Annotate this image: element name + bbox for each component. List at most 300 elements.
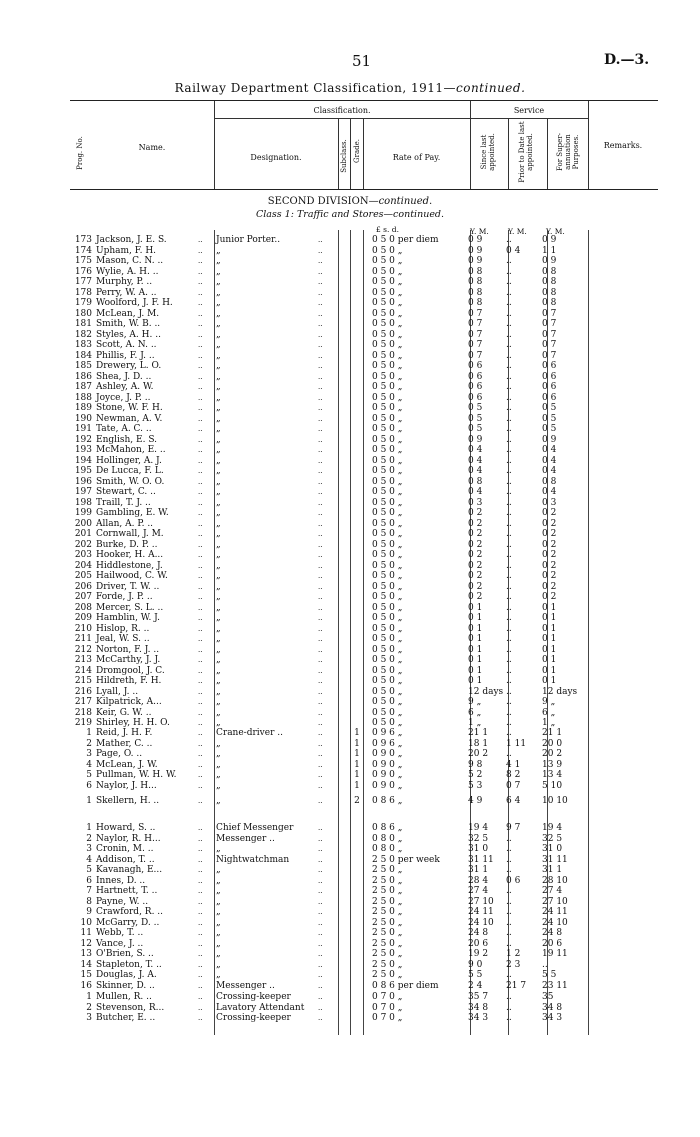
row-prior: .. bbox=[506, 655, 512, 665]
row-prior: .. bbox=[506, 487, 512, 497]
leader-dots: .. bbox=[318, 509, 323, 517]
row-prog-no: 184 bbox=[74, 350, 92, 361]
leader-dots: .. bbox=[318, 708, 323, 717]
row-rate-of-pay: 0 7 0 „ bbox=[372, 1002, 403, 1013]
row-prior: .. bbox=[506, 697, 512, 707]
row-name: Cornwall, J. M. bbox=[96, 529, 164, 539]
row-since-last: 34 8 bbox=[468, 1002, 489, 1013]
leader-dots: .. bbox=[318, 435, 323, 444]
row-rate-of-pay: 0 5 0 „ bbox=[372, 434, 403, 445]
leader-dots: .. bbox=[198, 467, 203, 475]
row-super: 0 5 bbox=[542, 424, 557, 434]
row-prog-no: 219 bbox=[74, 718, 92, 728]
row-prog-no: 174 bbox=[74, 245, 92, 256]
row-name: Smith, W. O. O. bbox=[96, 476, 165, 487]
row-name: Innes, D. .. bbox=[96, 875, 146, 886]
leader-dots: .. bbox=[198, 362, 203, 370]
row-designation: „ bbox=[216, 256, 221, 266]
table-row bbox=[0, 907, 700, 917]
row-since-last: 0 2 bbox=[468, 550, 483, 560]
row-name: Hollinger, A. J. bbox=[96, 455, 162, 466]
row-super: 0 7 bbox=[542, 319, 557, 329]
row-name: Howard, S. .. bbox=[96, 823, 156, 833]
row-prog-no: 3 bbox=[86, 749, 92, 759]
row-name: Gambling, E. W. bbox=[96, 508, 169, 518]
row-super: 0 1 bbox=[542, 676, 557, 686]
leader-dots: .. bbox=[318, 993, 323, 1001]
row-prior: .. bbox=[506, 592, 512, 602]
row-rate-of-pay: 0 5 0 „ bbox=[372, 424, 403, 434]
leader-dots: .. bbox=[318, 467, 323, 475]
row-rate-of-pay: 0 9 0 „ bbox=[372, 780, 403, 791]
row-rate-of-pay: 0 5 0 „ bbox=[372, 382, 403, 392]
row-designation: „ bbox=[216, 644, 221, 655]
leader-dots: .. bbox=[318, 530, 323, 538]
row-name: Pullman, W. H. W. bbox=[96, 770, 177, 780]
row-name: Butcher, E. .. bbox=[96, 1013, 156, 1023]
table-row bbox=[0, 571, 700, 581]
leader-dots: .. bbox=[198, 1003, 203, 1012]
leader-dots: .. bbox=[198, 845, 203, 853]
leader-dots: .. bbox=[198, 950, 203, 958]
row-prior: .. bbox=[506, 329, 512, 340]
leader-dots: .. bbox=[198, 614, 203, 622]
row-rate-of-pay: 0 5 0 „ bbox=[372, 613, 403, 623]
leader-dots: .. bbox=[318, 456, 323, 465]
row-super: 20 0 bbox=[542, 738, 563, 749]
row-rate-of-pay: 0 5 0 „ bbox=[372, 308, 403, 319]
row-since-last: 9 „ bbox=[468, 697, 482, 707]
row-designation: „ bbox=[216, 403, 221, 413]
leader-dots: .. bbox=[318, 425, 323, 433]
row-prog-no: 3 bbox=[86, 844, 92, 854]
row-since-last: 0 6 bbox=[468, 371, 483, 382]
row-prog-no: 14 bbox=[80, 959, 92, 970]
row-prog-no: 211 bbox=[74, 634, 92, 644]
row-designation: „ bbox=[216, 413, 221, 424]
leader-dots: .. bbox=[318, 551, 323, 559]
leader-dots: .. bbox=[198, 666, 203, 675]
row-since-last: 9 8 bbox=[468, 759, 483, 770]
leader-dots: .. bbox=[318, 656, 323, 664]
title-continued: continued. bbox=[456, 81, 526, 95]
row-prog-no: 173 bbox=[74, 235, 92, 245]
leader-dots: .. bbox=[318, 750, 323, 758]
row-name: Hooker, H. A... bbox=[96, 550, 164, 560]
row-since-last: 20 6 bbox=[468, 938, 489, 949]
leader-dots: .. bbox=[318, 855, 323, 864]
leader-dots: .. bbox=[198, 446, 203, 454]
service-units-2: Y. M. bbox=[508, 227, 527, 236]
leader-dots: .. bbox=[198, 971, 203, 979]
leader-dots: .. bbox=[318, 866, 323, 874]
leader-dots: .. bbox=[198, 719, 203, 727]
header-designation: Designation. bbox=[250, 153, 302, 162]
row-prior: .. bbox=[506, 308, 512, 319]
leader-dots: .. bbox=[198, 530, 203, 538]
row-since-last: 0 7 bbox=[468, 329, 483, 340]
row-designation: „ bbox=[216, 329, 221, 340]
class-subtitle: Class 1: Traffic and Stores—continued. bbox=[255, 209, 445, 220]
row-designation: „ bbox=[216, 529, 221, 539]
row-since-last: 31 0 bbox=[468, 844, 489, 854]
row-grade: 1 bbox=[354, 728, 360, 738]
row-rate-of-pay: 0 5 0 „ bbox=[372, 298, 403, 308]
row-since-last: 31 11 bbox=[468, 854, 494, 865]
row-designation: „ bbox=[216, 466, 221, 476]
table-row bbox=[0, 981, 700, 991]
row-prior: .. bbox=[506, 665, 512, 676]
row-prog-no: 10 bbox=[80, 917, 92, 928]
row-rate-of-pay: 0 9 0 „ bbox=[372, 770, 403, 780]
row-super: 0 6 bbox=[542, 382, 557, 392]
row-prog-no: 186 bbox=[74, 371, 92, 382]
row-super: 0 2 bbox=[542, 529, 557, 539]
leader-dots: .. bbox=[198, 456, 203, 465]
leader-dots: .. bbox=[198, 236, 203, 244]
row-designation: „ bbox=[216, 718, 221, 728]
row-since-last: 9 0 bbox=[468, 959, 483, 970]
leader-dots: .. bbox=[198, 372, 203, 381]
row-rate-of-pay: 0 8 6 „ bbox=[372, 796, 403, 806]
row-super: 0 4 bbox=[542, 487, 557, 497]
row-super: 0 8 bbox=[542, 298, 557, 308]
row-rate-of-pay: 0 7 0 „ bbox=[372, 1013, 403, 1023]
row-rate-of-pay: 0 5 0 „ bbox=[372, 560, 403, 571]
table-row bbox=[0, 267, 700, 277]
row-designation: „ bbox=[216, 780, 221, 791]
title-main: Railway Department Classification, 1911— bbox=[174, 81, 456, 95]
row-super: 34 8 bbox=[542, 1002, 563, 1013]
row-prior: 9 7 bbox=[506, 823, 521, 833]
row-prior: .. bbox=[506, 266, 512, 277]
leader-dots: .. bbox=[318, 309, 323, 318]
row-since-last: 0 8 bbox=[468, 476, 483, 487]
row-super: 0 2 bbox=[542, 550, 557, 560]
row-rate-of-pay: 0 5 0 „ bbox=[372, 644, 403, 655]
row-prog-no: 218 bbox=[74, 707, 92, 718]
table-row bbox=[0, 918, 700, 928]
row-designation: „ bbox=[216, 623, 221, 634]
row-name: Wylie, A. H. .. bbox=[96, 266, 159, 277]
row-super: 0 2 bbox=[542, 539, 557, 550]
table-row bbox=[0, 235, 700, 245]
row-super: 0 2 bbox=[542, 592, 557, 602]
row-designation: „ bbox=[216, 959, 221, 970]
table-row bbox=[0, 393, 700, 403]
service-units-1: Y. M. bbox=[470, 227, 489, 236]
leader-dots: .. bbox=[318, 393, 323, 402]
row-designation: „ bbox=[216, 518, 221, 529]
row-prior: .. bbox=[506, 581, 512, 592]
row-rate-of-pay: 0 5 0 „ bbox=[372, 550, 403, 560]
row-rate-of-pay: 0 5 0 „ bbox=[372, 718, 403, 728]
table-row bbox=[0, 613, 700, 623]
row-name: Naylor, J. H... bbox=[96, 780, 157, 791]
row-prog-no: 196 bbox=[74, 476, 92, 487]
leader-dots: .. bbox=[318, 330, 323, 339]
leader-dots: .. bbox=[198, 824, 203, 832]
page-title bbox=[0, 81, 700, 95]
leader-dots: .. bbox=[318, 603, 323, 612]
row-designation: „ bbox=[216, 266, 221, 277]
row-since-last: 32 5 bbox=[468, 833, 489, 844]
row-name: Allan, A. P. .. bbox=[96, 518, 154, 529]
row-prog-no: 210 bbox=[74, 623, 92, 634]
row-rate-of-pay: 0 5 0 „ bbox=[372, 623, 403, 634]
row-super: 32 5 bbox=[542, 833, 563, 844]
row-name: English, E. S. bbox=[96, 434, 158, 445]
row-designation: „ bbox=[216, 277, 221, 287]
row-since-last: 0 8 bbox=[468, 287, 483, 298]
row-prior: .. bbox=[506, 445, 512, 455]
row-prior: .. bbox=[506, 497, 512, 508]
row-super: 23 11 bbox=[542, 980, 568, 991]
leader-dots: .. bbox=[318, 687, 323, 696]
row-prog-no: 200 bbox=[74, 518, 92, 529]
row-name: Hamblin, W. J. bbox=[96, 613, 160, 623]
row-prior: .. bbox=[506, 676, 512, 686]
row-since-last: 0 2 bbox=[468, 508, 483, 518]
row-name: McMahon, E. .. bbox=[96, 445, 166, 455]
header-grade: Grade. bbox=[353, 139, 361, 163]
row-prior: .. bbox=[506, 865, 512, 875]
leader-dots: .. bbox=[198, 540, 203, 549]
row-since-last: 19 2 bbox=[468, 949, 489, 959]
row-rate-of-pay: 2 5 0 „ bbox=[372, 949, 403, 959]
row-super: 9 „ bbox=[542, 697, 556, 707]
table-row bbox=[0, 781, 700, 791]
table-row bbox=[0, 582, 700, 592]
table-row bbox=[0, 445, 700, 455]
table-row bbox=[0, 319, 700, 329]
row-designation: „ bbox=[216, 634, 221, 644]
row-name: Mather, C. .. bbox=[96, 738, 153, 749]
table-row bbox=[0, 718, 700, 728]
leader-dots: .. bbox=[198, 309, 203, 318]
header-remarks: Remarks. bbox=[603, 141, 643, 150]
row-designation: „ bbox=[216, 350, 221, 361]
leader-dots: .. bbox=[198, 288, 203, 297]
leader-dots: .. bbox=[318, 341, 323, 349]
table-row bbox=[0, 519, 700, 529]
leader-dots: .. bbox=[198, 708, 203, 717]
row-name: Stone, W. F. H. bbox=[96, 403, 163, 413]
row-designation: „ bbox=[216, 655, 221, 665]
row-name: Page, O. .. bbox=[96, 749, 143, 759]
table-row bbox=[0, 550, 700, 560]
row-super: 35 bbox=[542, 992, 554, 1002]
row-since-last: 12 days bbox=[468, 686, 504, 697]
leader-dots: .. bbox=[318, 876, 323, 885]
row-since-last: 0 1 bbox=[468, 602, 483, 613]
leader-dots: .. bbox=[198, 1014, 203, 1022]
row-since-last: 4 9 bbox=[468, 796, 483, 806]
row-designation: Crossing-keeper bbox=[216, 992, 291, 1002]
row-prog-no: 180 bbox=[74, 308, 92, 319]
row-super: 24 11 bbox=[542, 907, 568, 917]
row-designation: „ bbox=[216, 749, 221, 759]
row-super: 19 4 bbox=[542, 823, 563, 833]
row-since-last: 0 1 bbox=[468, 613, 483, 623]
row-name: Dromgool, J. C. bbox=[96, 665, 165, 676]
leader-dots: .. bbox=[198, 509, 203, 517]
table-row bbox=[0, 256, 700, 266]
row-prior: .. bbox=[506, 644, 512, 655]
leader-dots: .. bbox=[198, 656, 203, 664]
leader-dots: .. bbox=[318, 414, 323, 423]
row-rate-of-pay: 2 5 0 „ bbox=[372, 928, 403, 938]
leader-dots: .. bbox=[198, 750, 203, 758]
leader-dots: .. bbox=[318, 278, 323, 286]
table-row bbox=[0, 760, 700, 770]
leader-dots: .. bbox=[318, 540, 323, 549]
row-prior: .. bbox=[506, 1013, 512, 1023]
row-since-last: 0 5 bbox=[468, 413, 483, 424]
row-prior: .. bbox=[506, 424, 512, 434]
row-since-last: 0 6 bbox=[468, 361, 483, 371]
leader-dots: .. bbox=[198, 876, 203, 885]
row-since-last: 0 4 bbox=[468, 445, 483, 455]
row-since-last: 24 8 bbox=[468, 928, 489, 938]
table-row bbox=[0, 330, 700, 340]
row-prog-no: 198 bbox=[74, 497, 92, 508]
row-rate-of-pay: 0 5 0 „ bbox=[372, 340, 403, 350]
row-super: 13 4 bbox=[542, 770, 563, 780]
row-name: Skellern, H. .. bbox=[96, 796, 160, 806]
leader-dots: .. bbox=[318, 561, 323, 570]
row-since-last: 0 1 bbox=[468, 644, 483, 655]
leader-dots: .. bbox=[318, 960, 323, 969]
row-prog-no: 215 bbox=[74, 676, 92, 686]
row-name: Hartnett, T. .. bbox=[96, 886, 158, 896]
row-designation: „ bbox=[216, 970, 221, 980]
row-super: 19 11 bbox=[542, 949, 568, 959]
row-designation: Nightwatchman bbox=[216, 854, 290, 865]
row-super: 12 days bbox=[542, 686, 578, 697]
row-prog-no: 189 bbox=[74, 403, 92, 413]
row-super: 0 8 bbox=[542, 277, 557, 287]
table-row bbox=[0, 561, 700, 571]
row-super: 1 „ bbox=[542, 718, 556, 728]
row-since-last: 27 10 bbox=[468, 896, 494, 907]
row-designation: „ bbox=[216, 445, 221, 455]
row-since-last: 0 9 bbox=[468, 245, 483, 256]
table-row bbox=[0, 477, 700, 487]
row-rate-of-pay: 0 9 0 „ bbox=[372, 759, 403, 770]
row-prior: .. bbox=[506, 854, 512, 865]
leader-dots: .. bbox=[198, 267, 203, 276]
leader-dots: .. bbox=[318, 351, 323, 360]
leader-dots: .. bbox=[198, 404, 203, 412]
row-prog-no: 4 bbox=[86, 759, 92, 770]
row-since-last: 0 1 bbox=[468, 665, 483, 676]
row-super: 0 1 bbox=[542, 655, 557, 665]
row-rate-of-pay: 0 5 0 „ bbox=[372, 319, 403, 329]
row-since-last: 0 9 bbox=[468, 434, 483, 445]
row-name: Burke, D. P. .. bbox=[96, 539, 158, 550]
row-prior: .. bbox=[506, 686, 512, 697]
row-super: .. bbox=[542, 959, 548, 970]
row-since-last: 0 4 bbox=[468, 455, 483, 466]
row-prior: .. bbox=[506, 434, 512, 445]
row-super: 0 1 bbox=[542, 613, 557, 623]
row-prog-no: 12 bbox=[80, 938, 92, 949]
row-rate-of-pay: 2 5 0 „ bbox=[372, 865, 403, 875]
row-designation: „ bbox=[216, 455, 221, 466]
leader-dots: .. bbox=[198, 887, 203, 895]
row-prog-no: 213 bbox=[74, 655, 92, 665]
leader-dots: .. bbox=[318, 593, 323, 601]
row-prior: 0 6 bbox=[506, 875, 521, 886]
leader-dots: .. bbox=[198, 781, 203, 790]
row-super: 0 8 bbox=[542, 287, 557, 298]
leader-dots: .. bbox=[198, 593, 203, 601]
leader-dots: .. bbox=[318, 488, 323, 496]
row-super: 0 2 bbox=[542, 571, 557, 581]
row-super: 0 1 bbox=[542, 665, 557, 676]
row-rate-of-pay: 2 5 0 per week bbox=[372, 854, 440, 865]
leader-dots: .. bbox=[198, 341, 203, 349]
table-row bbox=[0, 645, 700, 655]
row-prog-no: 208 bbox=[74, 602, 92, 613]
row-super: 0 6 bbox=[542, 371, 557, 382]
row-grade: 1 bbox=[354, 759, 360, 770]
leader-dots: .. bbox=[318, 950, 323, 958]
leader-dots: .. bbox=[318, 624, 323, 633]
header-for-super: For Super-annuation Purposes. bbox=[556, 133, 580, 171]
row-prog-no: 197 bbox=[74, 487, 92, 497]
leader-dots: .. bbox=[198, 435, 203, 444]
row-rate-of-pay: 0 5 0 „ bbox=[372, 707, 403, 718]
row-super: 28 10 bbox=[542, 875, 568, 886]
row-name: Mullen, R. .. bbox=[96, 992, 152, 1002]
row-prog-no: 214 bbox=[74, 665, 92, 676]
table-row bbox=[0, 309, 700, 319]
row-name: Smith, W. B. .. bbox=[96, 319, 161, 329]
row-super: 27 10 bbox=[542, 896, 568, 907]
leader-dots: .. bbox=[318, 362, 323, 370]
row-designation: Lavatory Attendant bbox=[216, 1002, 305, 1013]
row-designation: „ bbox=[216, 707, 221, 718]
row-prog-no: 199 bbox=[74, 508, 92, 518]
row-rate-of-pay: 0 5 0 „ bbox=[372, 655, 403, 665]
leader-dots: .. bbox=[198, 278, 203, 286]
row-super: 31 1 bbox=[542, 865, 563, 875]
row-designation: Messenger .. bbox=[216, 980, 275, 991]
row-designation: „ bbox=[216, 697, 221, 707]
row-rate-of-pay: 2 5 0 „ bbox=[372, 959, 403, 970]
row-rate-of-pay: 0 8 6 per diem bbox=[372, 980, 439, 991]
row-since-last: 35 7 bbox=[468, 992, 489, 1002]
row-prior: .. bbox=[506, 623, 512, 634]
row-since-last: 0 7 bbox=[468, 308, 483, 319]
leader-dots: .. bbox=[198, 425, 203, 433]
row-super: 0 2 bbox=[542, 581, 557, 592]
row-name: Woolford, J. F. H. bbox=[96, 298, 173, 308]
leader-dots: .. bbox=[318, 236, 323, 244]
row-name: Traill, T. J. .. bbox=[96, 497, 151, 508]
row-prog-no: 4 bbox=[86, 854, 92, 865]
row-prog-no: 6 bbox=[86, 875, 92, 886]
leader-dots: .. bbox=[318, 1003, 323, 1012]
row-name: Naylor, R. H... bbox=[96, 833, 161, 844]
table-row bbox=[0, 298, 700, 308]
leader-dots: .. bbox=[318, 971, 323, 979]
row-super: 0 2 bbox=[542, 518, 557, 529]
row-designation: „ bbox=[216, 592, 221, 602]
row-prior: .. bbox=[506, 277, 512, 287]
